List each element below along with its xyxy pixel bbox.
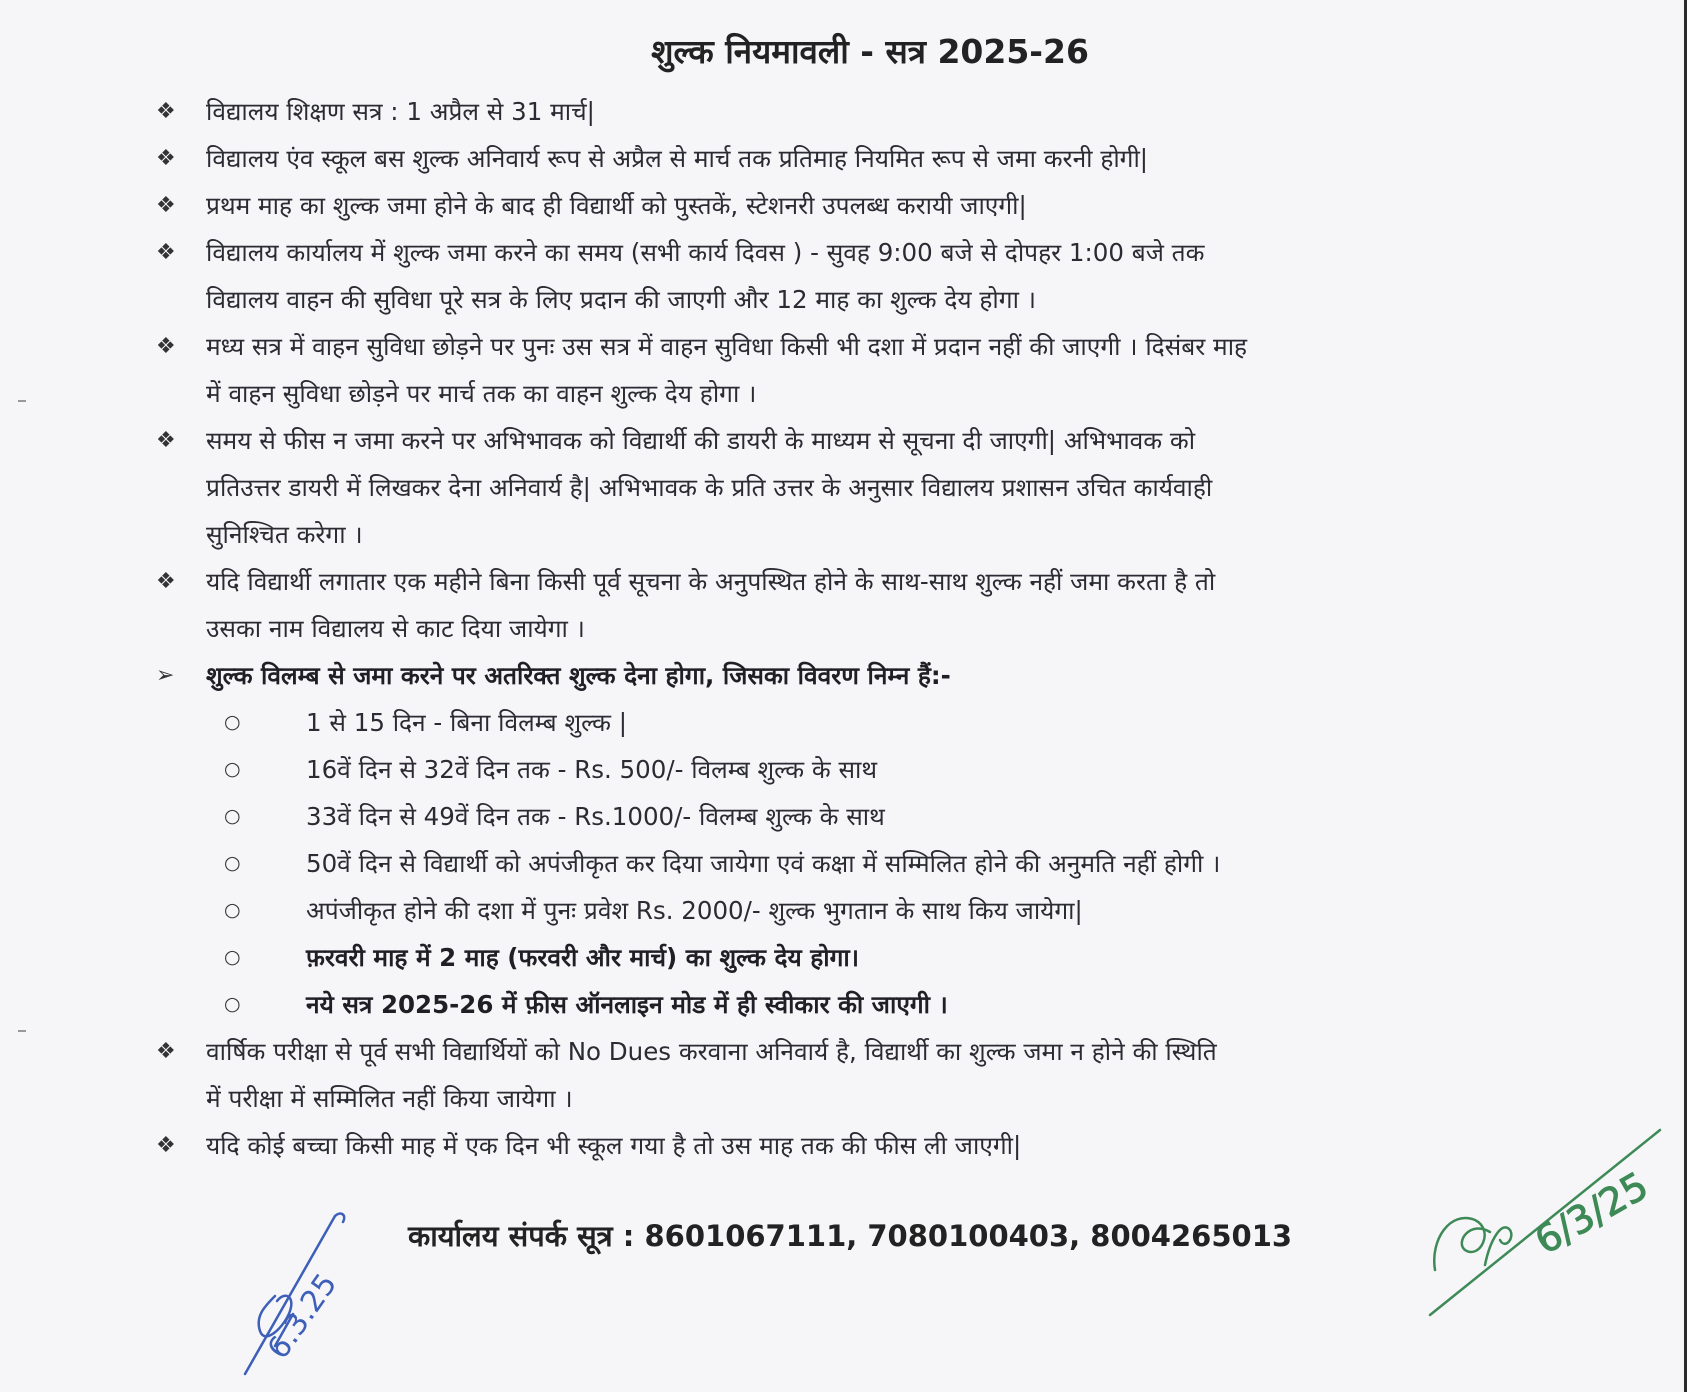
right-signature-date: 6/3/25 bbox=[1527, 1163, 1656, 1263]
rule-line: वार्षिक परीक्षा से पूर्व सभी विद्यार्थियों को No Dues करवाना अनिवार्य है, विद्यार्थी का शुल्क जमा न होने की स्थिति bbox=[206, 1037, 1217, 1066]
diamond-bullet-icon: ❖ bbox=[156, 193, 176, 218]
rule-line: यदि विद्यार्थी लगातार एक महीने बिना किसी पूर्व सूचना के अनुपस्थित होने के साथ-साथ शुल्क नहीं जमा करता है तो bbox=[206, 567, 1216, 596]
diamond-bullet-icon: ❖ bbox=[156, 146, 176, 171]
rule-8 bbox=[156, 1028, 1656, 1122]
rule-6 bbox=[156, 417, 1656, 558]
late-fee-item-text: 33वें दिन से 49वें दिन तक - Rs.1000/- विलम्ब शुल्क के साथ bbox=[306, 802, 885, 831]
rule-line: उसका नाम विद्यालय से काट दिया जायेगा । bbox=[206, 614, 585, 643]
left-signature-date: 6.3.25 bbox=[260, 1267, 345, 1366]
diamond-bullet-icon: ❖ bbox=[156, 1133, 176, 1158]
circle-bullet-icon: ○ bbox=[224, 805, 241, 827]
rule-line: समय से फीस न जमा करने पर अभिभावक को विद्यार्थी की डायरी के माध्यम से सूचना दी जाएगी| अभिभावक को bbox=[206, 426, 1196, 455]
rule-line: विद्यालय शिक्षण सत्र : 1 अप्रैल से 31 मार्च| bbox=[206, 97, 595, 126]
rule-4 bbox=[156, 229, 1656, 323]
late-fee-item bbox=[156, 793, 1656, 840]
late-fee-item-text: 16वें दिन से 32वें दिन तक - Rs. 500/- विलम्ब शुल्क के साथ bbox=[306, 755, 878, 784]
diamond-bullet-icon: ❖ bbox=[156, 1039, 176, 1064]
late-fee-item bbox=[156, 887, 1656, 934]
circle-bullet-icon: ○ bbox=[224, 758, 241, 780]
late-fee-heading-text: शुल्क विलम्ब से जमा करने पर अतरिक्त शुल्क देना होगा, जिसका विवरण निम्न हैं:- bbox=[206, 661, 951, 690]
late-fee-item-text: 50वें दिन से विद्यार्थी को अपंजीकृत कर दिया जायेगा एवं कक्षा में सम्मिलित होने की अनुमति नहीं होगी । bbox=[306, 849, 1221, 878]
late-fee-item-text: फ़रवरी माह में 2 माह (फरवरी और मार्च) का शुल्क देय होगा। bbox=[306, 943, 860, 972]
circle-bullet-icon: ○ bbox=[224, 711, 241, 733]
rule-line: सुनिश्चित करेगा । bbox=[206, 520, 363, 549]
late-fee-bold-item bbox=[156, 934, 1656, 981]
late-fee-item bbox=[156, 699, 1656, 746]
rule-line: विद्यालय वाहन की सुविधा पूरे सत्र के लिए प्रदान की जाएगी और 12 माह का शुल्क देय होगा । bbox=[206, 285, 1036, 314]
late-fee-item-text: नये सत्र 2025-26 में फ़ीस ऑनलाइन मोड में ही स्वीकार की जाएगी । bbox=[306, 990, 948, 1019]
rule-2 bbox=[156, 135, 1656, 182]
circle-bullet-icon: ○ bbox=[224, 852, 241, 874]
late-fee-item-text: अपंजीकृत होने की दशा में पुनः प्रवेश Rs. 2000/- शुल्क भुगतान के साथ किय जायेगा| bbox=[306, 896, 1083, 925]
rule-3 bbox=[156, 182, 1656, 229]
late-fee-item-text: 1 से 15 दिन - बिना विलम्ब शुल्क | bbox=[306, 708, 628, 737]
scan-mark bbox=[18, 400, 26, 402]
office-contact: कार्यालय संपर्क सूत्र : 8601067111, 7080100403, 8004265013 bbox=[407, 1219, 1293, 1253]
page-title: शुल्क नियमावली - सत्र 2025-26 bbox=[651, 32, 1089, 71]
rule-line: प्रतिउत्तर डायरी में लिखकर देना अनिवार्य है| अभिभावक के प्रति उत्तर के अनुसार विद्यालय प्रशासन उचित कार्यवाही bbox=[206, 473, 1213, 502]
rule-line: प्रथम माह का शुल्क जमा होने के बाद ही विद्यार्थी को पुस्तकें, स्टेशनरी उपलब्ध करायी जाएगी| bbox=[206, 191, 1027, 220]
scan-mark bbox=[18, 1030, 26, 1032]
arrow-bullet-icon: ➢ bbox=[156, 663, 175, 688]
rule-1 bbox=[156, 88, 1656, 135]
circle-bullet-icon: ○ bbox=[224, 946, 241, 968]
late-fee-heading bbox=[156, 652, 1656, 699]
rule-line: में परीक्षा में सम्मिलित नहीं किया जायेगा । bbox=[206, 1084, 573, 1113]
diamond-bullet-icon: ❖ bbox=[156, 240, 176, 265]
rule-line: में वाहन सुविधा छोड़ने पर मार्च तक का वाहन शुल्क देय होगा । bbox=[206, 379, 757, 408]
diamond-bullet-icon: ❖ bbox=[156, 334, 176, 359]
rule-line: मध्य सत्र में वाहन सुविधा छोड़ने पर पुनः उस सत्र में वाहन सुविधा किसी भी दशा में प्रदान नहीं की जाएगी । दिसंबर माह bbox=[206, 332, 1248, 361]
diamond-bullet-icon: ❖ bbox=[156, 569, 176, 594]
circle-bullet-icon: ○ bbox=[224, 993, 241, 1015]
diamond-bullet-icon: ❖ bbox=[156, 99, 176, 124]
left-signature bbox=[215, 1196, 405, 1376]
right-signature bbox=[1420, 1120, 1670, 1320]
diamond-bullet-icon: ❖ bbox=[156, 428, 176, 453]
rule-line: यदि कोई बच्चा किसी माह में एक दिन भी स्कूल गया है तो उस माह तक की फीस ली जाएगी| bbox=[206, 1131, 1022, 1160]
rule-line: विद्यालय कार्यालय में शुल्क जमा करने का समय (सभी कार्य दिवस ) - सुवह 9:00 बजे से दोपहर 1:00 बजे तक bbox=[206, 238, 1205, 267]
rules-content bbox=[156, 88, 1656, 1169]
late-fee-item bbox=[156, 746, 1656, 793]
circle-bullet-icon: ○ bbox=[224, 899, 241, 921]
rule-5 bbox=[156, 323, 1656, 417]
rule-7 bbox=[156, 558, 1656, 652]
rule-line: विद्यालय एंव स्कूल बस शुल्क अनिवार्य रूप से अप्रैल से मार्च तक प्रतिमाह नियमित रूप से जमा करनी होगी| bbox=[206, 144, 1149, 173]
late-fee-item bbox=[156, 840, 1656, 887]
late-fee-bold-item bbox=[156, 981, 1656, 1028]
